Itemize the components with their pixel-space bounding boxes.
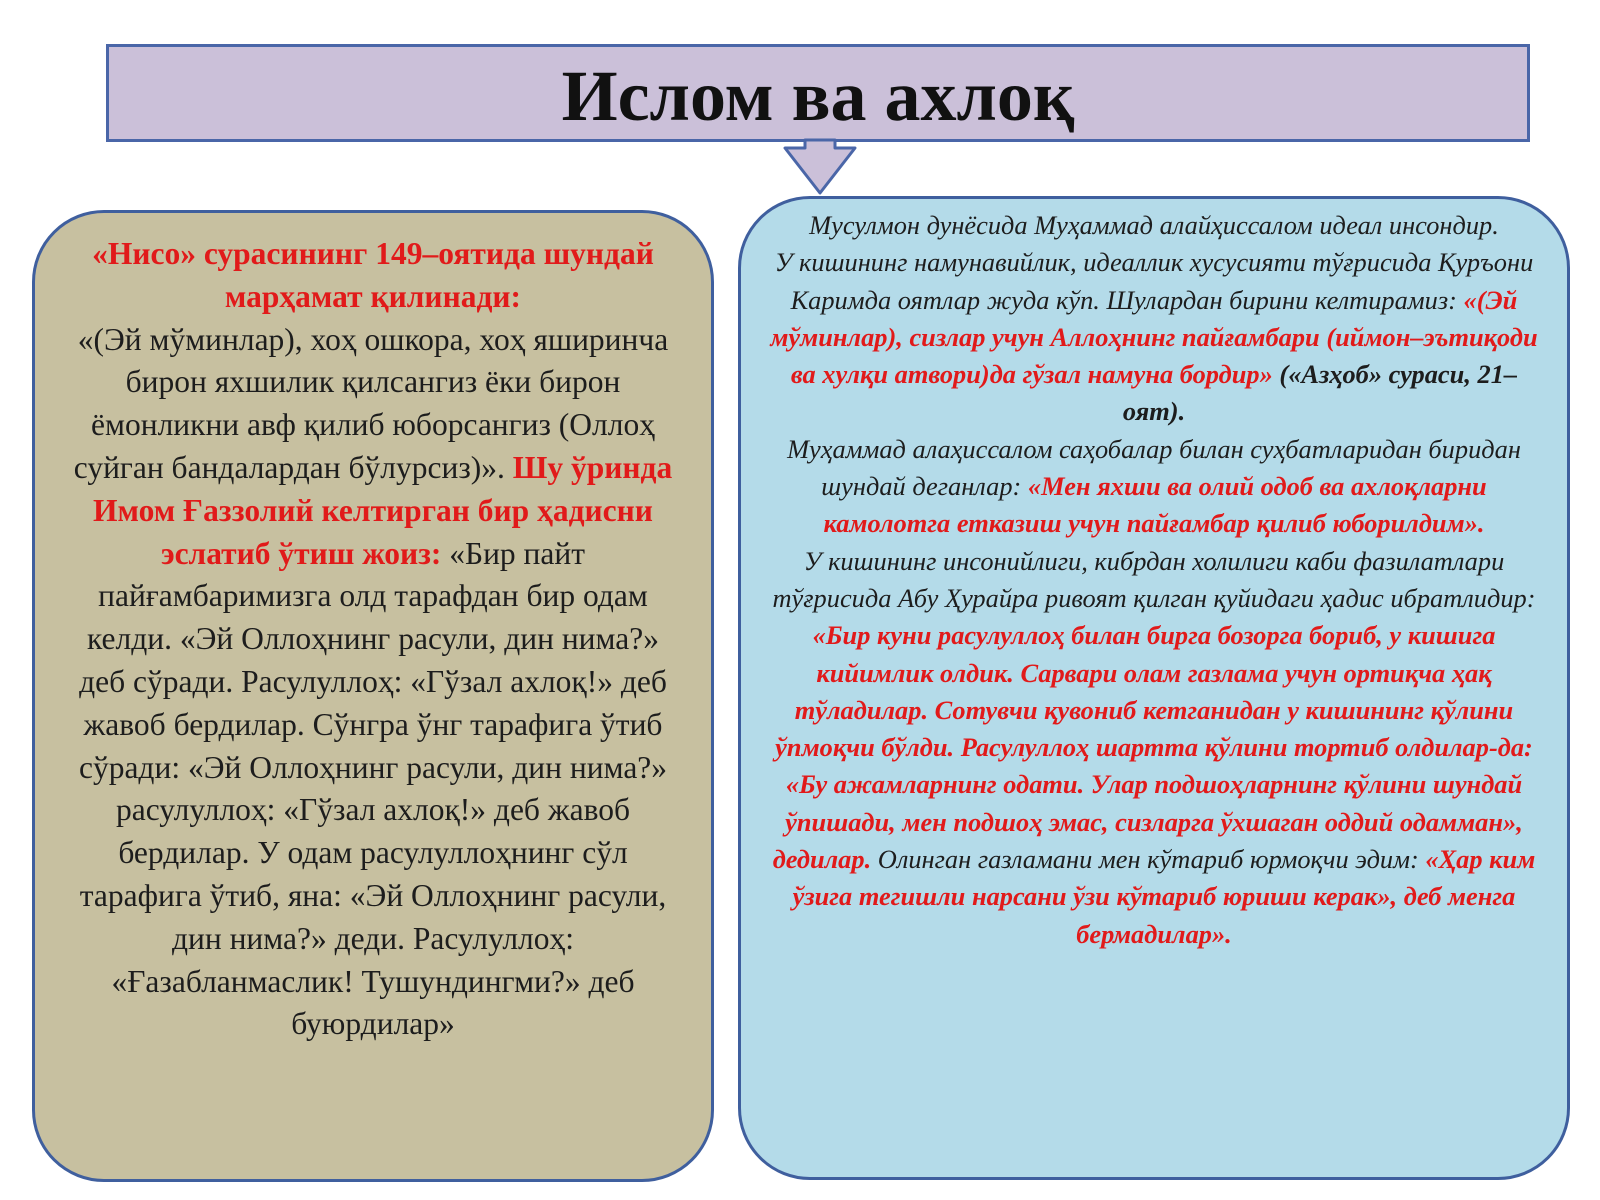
right-paragraph-2 xyxy=(761,244,1547,430)
left-intro: Шу ўринда Имом Ғаззолий келтирган бир ҳадисни эслатиб ўтиш жоиз: xyxy=(93,449,673,571)
right-panel xyxy=(738,196,1570,1180)
right-paragraph-4 xyxy=(761,543,1547,953)
right-paragraph-3 xyxy=(761,431,1547,543)
right-p2-text: У кишининг намунавийлик, идеаллик хусусияти тўғрисида Қуръони Каримда оятлар жуда кўп. Шулардан бирини келтирамиз: xyxy=(774,247,1534,315)
left-heading: «Нисо» сурасининг 149–оятида шундай марҳамат қилинади: xyxy=(92,236,654,314)
right-paragraph-1: Мусулмон дунёсида Муҳаммад алайҳиссалом идеал инсондир. xyxy=(809,210,1499,240)
right-p3-quote: «Мен яхши ва олий одоб ва ахлоқларни камолотга етказиш учун пайғамбар қилиб юборилдим». xyxy=(823,471,1487,539)
right-p2-source: («Азҳоб» сураси, 21–оят). xyxy=(1122,359,1518,427)
right-p3-text: Муҳаммад алаҳиссалом саҳобалар билан суҳбатларидан биридан шундай деганлар: xyxy=(787,433,1521,502)
down-arrow-icon xyxy=(775,138,865,198)
left-hadith: «Бир пайт пайғамбаримизга олд тарафдан бир одам келди. «Эй Оллоҳнинг расули, дин нима?» деб сўради. Расулуллоҳ: «Гўзал ахлоқ!» деб жавоб бердилар. Сўнгра ўнг тарафига ўтиб сўради: «Эй Оллоҳнинг расули, дин нима?» расулуллоҳ: «Гўзал ахлоқ!» деб жавоб бердилар. У одам расулуллоҳнинг сўл тарафига ўтиб, яна: «Эй Оллоҳнинг расули, дин нима?» деди. Расулуллоҳ: «Ғазабланмаслик! Тушундингми?» деб буюрдилар» xyxy=(78,535,668,1042)
right-p4-cont: Олинган газламани мен кўтариб юрмоқчи эдим: xyxy=(877,844,1419,875)
right-p2-quote: «(Эй мўминлар), сизлар учун Аллоҳнинг пайғамбари (иймон–эътиқоди ва хулқи атвори)да гўзал намуна бордир» xyxy=(770,284,1538,390)
left-quote: «(Эй мўминлар), хоҳ ошкора, хоҳ яширинча бирон яхшилик қилсангиз ёки бирон ёмонликни авф қилиб юборсангиз (Оллоҳ суйган бандалардан бўлурсиз)». xyxy=(73,321,669,485)
title-banner xyxy=(106,44,1530,142)
right-p4-quote: «Бир куни расулуллоҳ билан бирга бозорга бориб, у кишига кийимлик олдик. Сарвари олам газлама учун ортиқча ҳақ тўладилар. Сотувчи қувониб кетганидан у кишининг қўлини ўпмоқчи бўлди. Расулуллоҳ шартта қўлини тортиб олдилар-да: «Бу ажамларнинг одати. Улар подшоҳларнинг қўлини шундай ўпишади, мен подшоҳ эмас, сизларга ўхшаган оддий одамман», дедилар. xyxy=(772,620,1533,875)
right-p4-text: У кишининг инсонийлиги, кибрдан холилиги каби фазилатлари тўғрисида Абу Ҳурайра ривоят қилган қуйидаги ҳадис ибратлидир: xyxy=(772,545,1536,613)
right-p4-final: «Ҳар ким ўзига тегишли нарсани ўзи кўтариб юриши керак», деб менга бермадилар». xyxy=(792,844,1536,949)
left-panel-text xyxy=(63,233,683,1046)
left-panel xyxy=(32,210,714,1182)
page-title: Ислом ва ахлоқ xyxy=(561,56,1075,136)
